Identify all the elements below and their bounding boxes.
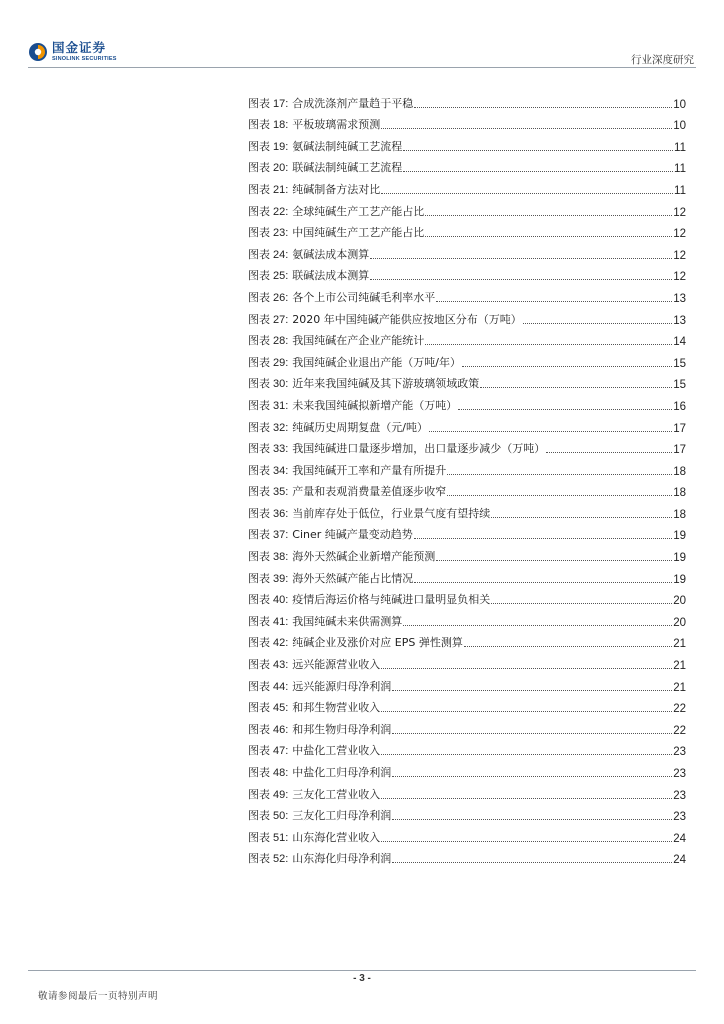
toc-entry-label <box>248 246 288 262</box>
toc-entry[interactable] <box>248 694 686 716</box>
toc-entry-label <box>248 311 288 327</box>
toc-entry-number: 24: <box>273 248 289 261</box>
toc-entry[interactable] <box>248 89 686 111</box>
toc-entry[interactable] <box>248 240 686 262</box>
toc-entry-label <box>248 159 288 175</box>
toc-entry-page: 20 <box>673 595 686 608</box>
toc-dot-leader <box>462 366 672 367</box>
toc-entry-title: 三友化工营业收入 <box>292 787 381 801</box>
toc-entry-label <box>248 419 288 435</box>
toc-dot-leader <box>414 538 672 539</box>
toc-entry-page: 20 <box>673 616 686 629</box>
toc-entry-prefix: 图表 <box>248 161 270 175</box>
toc-entry[interactable] <box>248 413 686 435</box>
toc-entry-prefix: 图表 <box>248 290 270 304</box>
toc-dot-leader <box>381 128 672 129</box>
toc-entry-number: 33: <box>273 443 289 456</box>
toc-entry-number: 44: <box>273 680 289 693</box>
toc-entry-number: 48: <box>273 767 289 779</box>
toc-dot-leader <box>546 452 672 453</box>
toc-entry-title: 我国纯碱未来供需测算 <box>292 614 403 628</box>
toc-entry-page: 10 <box>673 120 686 133</box>
toc-entry-label <box>248 332 288 348</box>
toc-entry-prefix: 图表 <box>248 398 270 412</box>
toc-entry-number: 47: <box>273 745 289 758</box>
toc-entry-number: 39: <box>273 572 289 585</box>
toc-entry-page: 21 <box>673 681 686 694</box>
toc-entry-title: 我国纯碱企业退出产能（万吨/年） <box>292 355 462 369</box>
toc-entry-label <box>248 742 288 758</box>
toc-entry-label <box>248 116 288 132</box>
toc-entry-prefix: 图表 <box>248 312 270 326</box>
toc-entry[interactable] <box>248 111 686 133</box>
page-header <box>0 0 724 70</box>
footer-divider <box>28 970 696 971</box>
toc-entry-page: 21 <box>673 638 686 651</box>
toc-entry-page: 12 <box>673 271 686 284</box>
toc-entry-label <box>248 807 288 823</box>
toc-entry[interactable] <box>248 456 686 478</box>
toc-entry-prefix: 图表 <box>248 809 270 823</box>
toc-entry[interactable] <box>248 499 686 521</box>
toc-entry-page: 12 <box>673 206 686 219</box>
toc-entry-number: 37: <box>273 529 289 542</box>
toc-entry-title: 联碱法成本测算 <box>292 269 370 283</box>
toc-dot-leader <box>491 517 672 518</box>
toc-entry-page: 24 <box>673 854 686 867</box>
toc-entry-prefix: 图表 <box>248 420 270 434</box>
toc-entry-page: 13 <box>673 314 686 327</box>
toc-dot-leader <box>447 495 672 496</box>
toc-entry-number: 41: <box>273 615 289 628</box>
toc-entry-prefix: 图表 <box>248 96 270 110</box>
toc-entry-prefix: 图表 <box>248 247 270 261</box>
toc-entry-title: 山东海化营业收入 <box>292 830 381 844</box>
toc-entry[interactable] <box>248 542 686 564</box>
toc-entry[interactable] <box>248 564 686 586</box>
toc-dot-leader <box>425 344 672 345</box>
toc-entry-page: 23 <box>673 768 686 780</box>
toc-entry-prefix: 图表 <box>248 614 270 628</box>
toc-dot-leader <box>403 150 673 151</box>
toc-entry-number: 50: <box>273 810 289 823</box>
toc-entry-prefix: 图表 <box>248 204 270 218</box>
toc-entry-label <box>248 440 288 456</box>
toc-entry-prefix: 图表 <box>248 377 270 391</box>
toc-dot-leader <box>381 711 672 712</box>
toc-entry-page: 12 <box>673 228 686 241</box>
toc-entry-title: 中盐化工归母净利润 <box>292 766 392 779</box>
toc-entry-prefix: 图表 <box>248 269 270 283</box>
toc-entry-number: 43: <box>273 659 289 672</box>
toc-entry-prefix: 图表 <box>248 787 270 801</box>
toc-entry-page: 18 <box>673 508 686 521</box>
toc-dot-leader <box>370 279 672 280</box>
toc-entry-title: 合成洗涤剂产量趋于平稳 <box>292 96 414 110</box>
toc-entry-page: 19 <box>673 573 686 586</box>
toc-entry-page: 18 <box>673 465 686 478</box>
toc-entry-title: 纯碱制备方法对比 <box>292 182 381 196</box>
toc-dot-leader <box>523 323 672 324</box>
toc-entry[interactable] <box>248 780 686 802</box>
toc-entry-prefix: 图表 <box>248 355 270 369</box>
page-number: - 3 - <box>353 973 371 984</box>
toc-entry-label <box>248 203 288 219</box>
toc-entry-number: 18: <box>273 119 289 132</box>
toc-dot-leader <box>392 862 672 863</box>
toc-entry-number: 22: <box>273 205 289 218</box>
toc-entry-number: 34: <box>273 464 289 477</box>
toc-dot-leader <box>381 754 672 755</box>
toc-entry-number: 30: <box>273 378 289 391</box>
toc-entry-page: 17 <box>673 444 686 457</box>
toc-entry[interactable] <box>248 715 686 737</box>
toc-entry-number: 38: <box>273 551 289 564</box>
toc-entry-page: 11 <box>674 141 686 154</box>
toc-entry-title: 海外天然碱企业新增产能预测 <box>292 550 436 564</box>
toc-entry-title: 近年来我国纯碱及其下游玻璃领域政策 <box>292 377 480 391</box>
toc-entry-title: 中国纯碱生产工艺产能占比 <box>292 226 425 240</box>
toc-entry-number: 26: <box>273 291 289 304</box>
toc-entry-title: 和邦生物归母净利润 <box>292 722 392 736</box>
toc-entry-prefix: 图表 <box>248 679 270 693</box>
toc-entry[interactable] <box>248 327 686 349</box>
toc-entry-page: 23 <box>673 789 686 802</box>
toc-entry-label <box>248 354 288 370</box>
toc-entry-label <box>248 181 288 197</box>
toc-entry-number: 36: <box>273 507 289 520</box>
toc-entry-title: 产量和表观消费量差值逐步收窄 <box>292 485 447 499</box>
toc-entry-label <box>248 462 288 478</box>
toc-entry-number: 28: <box>273 335 289 348</box>
toc-dot-leader <box>425 215 672 216</box>
toc-entry-page: 18 <box>673 487 686 500</box>
disclaimer-note: 敬请参阅最后一页特别声明 <box>38 991 159 1002</box>
toc-entry[interactable] <box>248 154 686 176</box>
toc-entry-number: 29: <box>273 356 289 369</box>
toc-dot-leader <box>370 258 672 259</box>
toc-dot-leader <box>429 431 672 432</box>
toc-entry[interactable] <box>248 650 686 672</box>
toc-dot-leader <box>381 668 672 669</box>
toc-entry-prefix: 图表 <box>248 701 270 715</box>
toc-entry-label <box>248 721 288 737</box>
toc-entry-label <box>248 138 288 154</box>
toc-entry-title: 全球纯碱生产工艺产能占比 <box>292 204 425 218</box>
toc-entry-page: 15 <box>673 379 686 392</box>
toc-entry-number: 27: <box>273 313 289 326</box>
toc-dot-leader <box>447 474 672 475</box>
toc-entry-number: 35: <box>273 486 289 499</box>
toc-entry[interactable] <box>248 435 686 457</box>
toc-entry-title: 联碱法制纯碱工艺流程 <box>292 161 403 175</box>
toc-dot-leader <box>464 646 672 647</box>
toc-entry-number: 40: <box>273 594 289 607</box>
toc-entry[interactable] <box>248 348 686 370</box>
toc-entry-page: 24 <box>673 832 686 845</box>
toc-entry-title: Ciner 纯碱产量变动趋势 <box>292 528 413 542</box>
toc-entry-page: 10 <box>673 98 686 111</box>
toc-entry-label <box>248 548 288 564</box>
toc-entry-prefix: 图表 <box>248 506 270 520</box>
toc-entry-label <box>248 829 288 845</box>
toc-entry-page: 14 <box>673 336 686 349</box>
toc-dot-leader <box>436 560 672 561</box>
toc-entry-title: 海外天然碱产能占比情况 <box>292 571 414 585</box>
toc-dot-leader <box>381 798 672 799</box>
toc-entry-label <box>248 289 288 305</box>
toc-entry-prefix: 图表 <box>248 571 270 585</box>
toc-dot-leader <box>436 301 672 302</box>
toc-entry-label <box>248 634 288 650</box>
toc-entry-page: 22 <box>673 724 686 737</box>
toc-entry[interactable] <box>248 283 686 305</box>
toc-entry[interactable] <box>248 737 686 759</box>
report-type: 行业深度研究 <box>631 54 694 66</box>
toc-dot-leader <box>458 409 672 410</box>
toc-entry[interactable] <box>248 262 686 284</box>
toc-entry-prefix: 图表 <box>248 744 270 758</box>
toc-entry-number: 21: <box>273 183 289 196</box>
toc-dot-leader <box>381 841 672 842</box>
toc-entry-label <box>248 375 288 391</box>
toc-entry-prefix: 图表 <box>248 182 270 196</box>
toc-entry-label <box>248 850 288 866</box>
toc-entry-prefix: 图表 <box>248 658 270 672</box>
toc-entry-label <box>248 786 288 802</box>
toc-entry-prefix: 图表 <box>248 118 270 132</box>
toc-entry-prefix: 图表 <box>248 463 270 477</box>
toc-entry-label <box>248 656 288 672</box>
toc-entry-number: 17: <box>273 97 289 110</box>
company-logo <box>28 42 117 62</box>
toc-entry-title: 未来我国纯碱拟新增产能（万吨） <box>292 398 458 412</box>
toc-dot-leader <box>403 171 673 172</box>
toc-entry-page: 15 <box>673 357 686 370</box>
logo-chinese-name: 国金证券 <box>52 40 107 55</box>
toc-entry-title: 我国纯碱在产企业产能统计 <box>292 334 425 348</box>
toc-entry-number: 46: <box>273 723 289 736</box>
toc-entry-prefix: 图表 <box>248 442 270 456</box>
toc-entry-title: 疫情后海运价格与纯碱进口量明显负相关 <box>292 593 491 607</box>
toc-entry-title: 山东海化归母净利润 <box>292 852 392 866</box>
toc-entry[interactable] <box>248 629 686 651</box>
toc-entry-number: 19: <box>273 140 289 153</box>
toc-entry-page: 22 <box>673 703 686 716</box>
toc-entry-title: 我国纯碱进口量逐步增加，出口量逐步减少（万吨） <box>292 442 546 456</box>
toc-entry-prefix: 图表 <box>248 593 270 607</box>
toc-entry-page: 23 <box>673 746 686 759</box>
toc-dot-leader <box>414 582 672 583</box>
toc-entry-page: 17 <box>673 422 686 435</box>
toc-entry-title: 中盐化工营业收入 <box>292 744 381 758</box>
toc-entry[interactable] <box>248 672 686 694</box>
toc-entry-label <box>248 505 288 521</box>
toc-entry-prefix: 图表 <box>248 550 270 564</box>
toc-entry-page: 21 <box>673 660 686 673</box>
toc-entry-number: 32: <box>273 421 289 434</box>
toc-entry-prefix: 图表 <box>248 852 270 866</box>
toc-entry-number: 52: <box>273 853 289 866</box>
toc-entry-title: 纯碱历史周期复盘（元/吨） <box>292 420 429 434</box>
toc-dot-leader <box>414 107 672 108</box>
toc-entry-label <box>248 483 288 499</box>
toc-dot-leader <box>381 193 673 194</box>
header-divider <box>28 67 696 68</box>
toc-entry[interactable] <box>248 219 686 241</box>
toc-entry-title: 我国纯碱开工率和产量有所提升 <box>292 463 447 477</box>
toc-dot-leader <box>491 603 672 604</box>
toc-entry-title: 平板玻璃需求预测 <box>292 118 381 132</box>
toc-entry[interactable] <box>248 845 686 867</box>
toc-entry-number: 20: <box>273 162 289 175</box>
toc-entry-label <box>248 397 288 413</box>
toc-entry-page: 19 <box>673 552 686 565</box>
toc-entry-title: 氨碱法制纯碱工艺流程 <box>292 139 403 153</box>
toc-entry-label <box>248 699 288 715</box>
toc-dot-leader <box>392 690 672 691</box>
toc-entry-title: 三友化工归母净利润 <box>292 809 392 823</box>
toc-dot-leader <box>392 819 672 820</box>
toc-entry-number: 23: <box>273 227 289 240</box>
figure-index-list <box>248 89 686 866</box>
toc-entry-label <box>248 95 288 111</box>
toc-entry-label <box>248 764 288 780</box>
toc-entry-page: 19 <box>673 530 686 543</box>
toc-entry[interactable] <box>248 758 686 780</box>
toc-entry-title: 和邦生物营业收入 <box>292 701 381 715</box>
toc-entry-number: 31: <box>273 399 289 412</box>
toc-dot-leader <box>392 776 672 777</box>
toc-entry-number: 42: <box>273 637 289 650</box>
toc-entry-number: 51: <box>273 831 289 844</box>
toc-entry-number: 45: <box>273 702 289 715</box>
toc-entry-prefix: 图表 <box>248 766 270 779</box>
toc-entry[interactable] <box>248 823 686 845</box>
toc-entry-label <box>248 267 288 283</box>
toc-entry[interactable] <box>248 175 686 197</box>
toc-entry-title: 远兴能源营业收入 <box>292 658 381 672</box>
toc-entry-title: 2020 年中国纯碱产能供应按地区分布（万吨） <box>292 312 522 326</box>
toc-entry-label <box>248 526 288 542</box>
toc-entry-title: 各个上市公司纯碱毛利率水平 <box>292 290 436 304</box>
toc-entry-title: 纯碱企业及涨价对应 EPS 弹性测算 <box>292 636 463 650</box>
toc-dot-leader <box>403 625 672 626</box>
toc-entry[interactable] <box>248 521 686 543</box>
toc-entry[interactable] <box>248 607 686 629</box>
toc-entry[interactable] <box>248 132 686 154</box>
toc-entry-page: 12 <box>673 249 686 262</box>
toc-entry[interactable] <box>248 586 686 608</box>
toc-entry-title: 当前库存处于低位，行业景气度有望持续 <box>292 506 491 520</box>
toc-entry-prefix: 图表 <box>248 226 270 240</box>
toc-entry-prefix: 图表 <box>248 139 270 153</box>
toc-entry[interactable] <box>248 391 686 413</box>
toc-entry[interactable] <box>248 802 686 824</box>
toc-entry-page: 11 <box>674 184 686 197</box>
toc-entry-title: 氨碱法成本测算 <box>292 247 370 261</box>
toc-entry-label <box>248 678 288 694</box>
toc-entry-label <box>248 591 288 607</box>
toc-entry-number: 25: <box>273 270 289 283</box>
logo-english-name: SINOLINK SECURITIES <box>52 55 117 62</box>
toc-entry[interactable] <box>248 478 686 500</box>
sinolink-logo-icon <box>28 42 48 62</box>
toc-entry-label <box>248 570 288 586</box>
toc-entry-page: 13 <box>673 292 686 305</box>
toc-entry[interactable] <box>248 197 686 219</box>
toc-entry-prefix: 图表 <box>248 830 270 844</box>
toc-entry-label <box>248 613 288 629</box>
toc-dot-leader <box>392 733 672 734</box>
toc-entry[interactable] <box>248 305 686 327</box>
toc-entry-page: 23 <box>673 811 686 824</box>
toc-entry-title: 远兴能源归母净利润 <box>292 679 392 693</box>
toc-entry-prefix: 图表 <box>248 636 270 650</box>
toc-entry-page: 11 <box>674 163 686 176</box>
toc-entry-prefix: 图表 <box>248 722 270 736</box>
toc-entry[interactable] <box>248 370 686 392</box>
toc-dot-leader <box>425 236 672 237</box>
toc-entry-prefix: 图表 <box>248 485 270 499</box>
toc-entry-prefix: 图表 <box>248 528 270 542</box>
toc-entry-prefix: 图表 <box>248 334 270 348</box>
toc-entry-label <box>248 224 288 240</box>
toc-entry-number: 49: <box>273 788 289 801</box>
toc-entry-page: 16 <box>673 400 686 413</box>
toc-dot-leader <box>480 387 672 388</box>
